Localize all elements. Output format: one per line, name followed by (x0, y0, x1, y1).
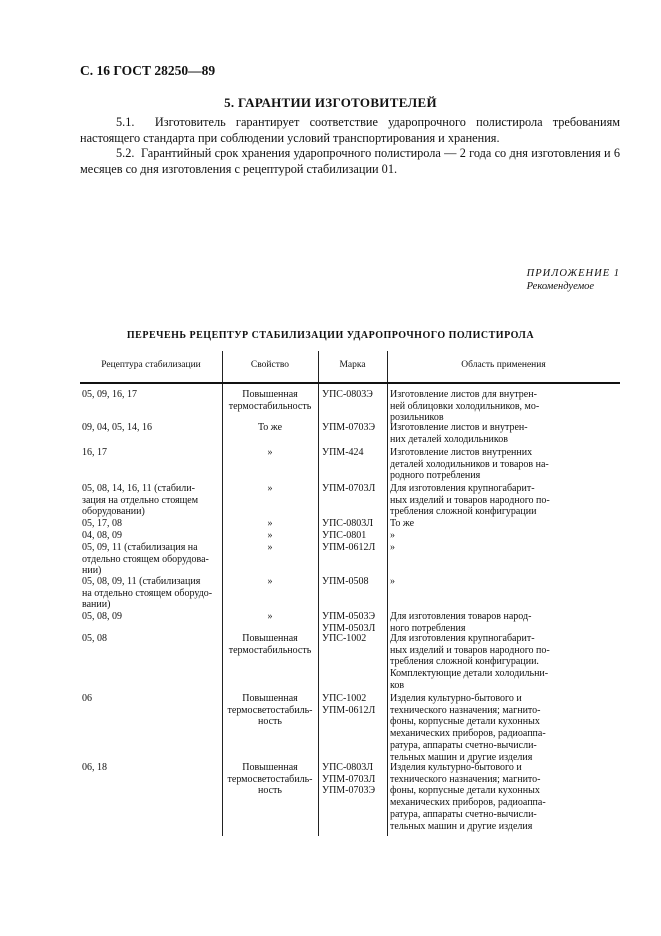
paragraph-number: 5.2. (116, 146, 135, 160)
recipe-cell: 09, 04, 05, 14, 16 (82, 422, 152, 433)
application-cell: То же (390, 518, 415, 529)
property-cell: » (267, 447, 273, 458)
application-cell: Для изготовления товаров народ- ного потребления (390, 611, 532, 634)
header-rule (80, 382, 620, 384)
header-recipe: Рецептура стабилизации (101, 360, 201, 370)
appendix-subtitle: Рекомендуемое (526, 281, 595, 292)
appendix-label (527, 267, 620, 293)
property-cell: » (267, 611, 273, 622)
recipe-cell: 04, 08, 09 (82, 530, 122, 541)
grade-cell: УПС-0801 (322, 530, 367, 541)
application-cell: Изготовление листов для внутрен- ней облицовки холодильников, мо- розильников (390, 389, 540, 424)
grade-cell: УПС-1002 УПМ-0612Л (322, 693, 376, 716)
application-cell: Изделия культурно-бытового и технического назначения; магнито- фоны, корпусные детали кухонных механических приборов, радиоаппа- ратура, аппараты счетно-вычисли- тельных машин и другие изделия (390, 693, 546, 763)
header-grade: Марка (339, 360, 366, 370)
property-cell: Повышенная термосветостабиль- ность (227, 693, 313, 728)
grade-cell: УПМ-0508 (322, 576, 369, 587)
property-cell: Повышенная термостабильность (228, 389, 312, 412)
application-cell: Для изготовления крупногабарит- ных изделий и товаров народного по- требления сложной конфигурации (390, 483, 550, 518)
page-header: С. 16 ГОСТ 28250—89 (80, 63, 216, 78)
grade-cell: УПС-0803Э (322, 389, 373, 400)
grade-cell: УПС-0803Л (322, 518, 374, 529)
recipe-cell: 05, 08 (82, 633, 107, 644)
recipe-cell: 06, 18 (82, 762, 107, 773)
recipe-cell: 16, 17 (82, 447, 107, 458)
header-property: Свойство (250, 360, 290, 370)
recipe-cell: 05, 08, 14, 16, 11 (стабили- зация на отдельно стоящем оборудовании) (82, 483, 199, 518)
property-cell: То же (257, 422, 283, 433)
grade-cell: УПС-1002 (322, 633, 367, 644)
section-title: 5. ГАРАНТИИ ИЗГОТОВИТЕЛЕЙ (224, 95, 437, 110)
grade-cell: УПС-0803Л УПМ-0703Л УПМ-0703Э (322, 762, 376, 797)
application-cell: » (390, 576, 395, 587)
application-cell: Изделия культурно-бытового и технического назначения; магнито- фоны, корпусные детали кухонных механических приборов, радиоаппа- ратура, аппараты счетно-вычисли- тельных машин и другие изделия (390, 762, 546, 832)
application-cell: Изготовление листов и внутрен- них деталей холодильников (390, 422, 528, 445)
recipe-cell: 06 (82, 693, 92, 704)
table-title: ПЕРЕЧЕНЬ РЕЦЕПТУР СТАБИЛИЗАЦИИ УДАРОПРОЧНОГО ПОЛИСТИРОЛА (126, 330, 535, 341)
paragraph-5-1 (80, 115, 620, 146)
column-divider (222, 351, 223, 836)
property-cell: Повышенная термостабильность (228, 633, 312, 656)
property-cell: » (267, 576, 273, 587)
recipe-cell: 05, 08, 09 (82, 611, 122, 622)
property-cell: » (267, 542, 273, 553)
grade-cell: УПМ-0703Э (322, 422, 376, 433)
appendix-title: ПРИЛОЖЕНИЕ 1 (526, 268, 620, 279)
paragraph-text: Гарантийный срок хранения ударопрочного полистирола — 2 года со дня изготовления и 6 месяцев со дня изготовления с рецептурой стабилизации 01. (80, 146, 621, 176)
grade-cell: УПМ-0503Э УПМ-0503Л (322, 611, 376, 634)
column-divider (318, 351, 319, 836)
grade-cell: УПМ-0703Л (322, 483, 376, 494)
property-cell: » (267, 518, 273, 529)
column-divider (387, 351, 388, 836)
recipe-cell: 05, 08, 09, 11 (стабилизация на отдельно стоящем оборудо- вании) (82, 576, 213, 611)
application-cell: Изготовление листов внутренних деталей холодильников и товаров на- родного потребления (390, 447, 549, 482)
header-application: Область применения (461, 360, 546, 370)
grade-cell: УПМ-424 (322, 447, 364, 458)
property-cell: Повышенная термосветостабиль- ность (227, 762, 313, 797)
application-cell: Для изготовления крупногабарит- ных изделий и товаров народного по- требления сложной конфигурации. Комплектующие детали холодильни- ков (390, 633, 550, 691)
paragraph-number: 5.1. (116, 115, 135, 129)
application-cell: » (390, 542, 395, 553)
recipe-cell: 05, 09, 16, 17 (82, 389, 137, 400)
recipe-cell: 05, 17, 08 (82, 518, 122, 529)
paragraph-5-2 (80, 146, 620, 177)
grade-cell: УПМ-0612Л (322, 542, 376, 553)
application-cell: » (390, 530, 395, 541)
property-cell: » (267, 530, 273, 541)
property-cell: » (267, 483, 273, 494)
paragraph-text: Изготовитель гарантирует соответствие ударопрочного полистирола требованиям настоящего стандарта при соблюдении условий транспортирования и хранения. (80, 115, 621, 145)
recipe-cell: 05, 09, 11 (стабилизация на отдельно стоящем оборудова- нии) (82, 542, 209, 577)
